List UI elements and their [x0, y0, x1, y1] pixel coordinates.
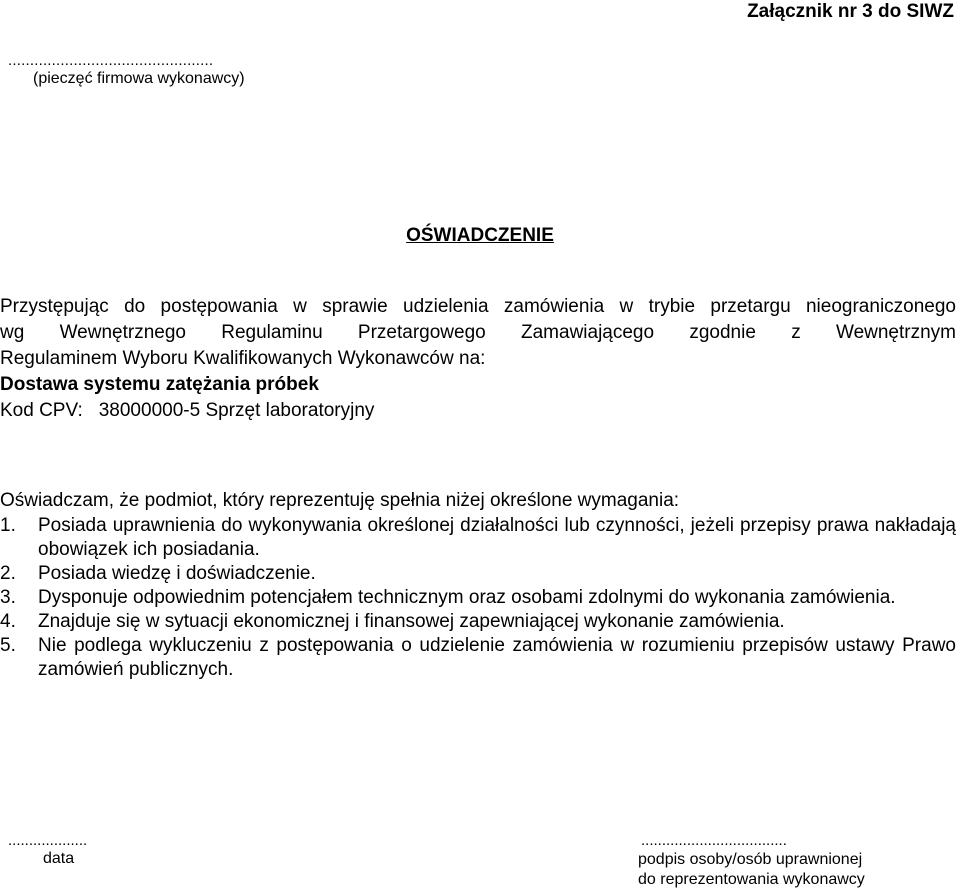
requirement-item — [0, 586, 956, 610]
intro-line-2: wg Wewnętrznego Regulaminu Przetargowego Zamawiającego zgodnie z Wewnętrznym — [0, 322, 956, 343]
document-title: OŚWIADCZENIE — [406, 225, 554, 246]
requirement-number: 3. — [0, 587, 16, 608]
intro-line-1: Przystępując do postępowania w sprawie udzielenia zamówienia w trybie przetargu nieograniczonego — [0, 296, 956, 317]
requirement-item — [0, 634, 956, 682]
requirement-text: Dysponuje odpowiednim potencjałem technicznym oraz osobami zdolnymi do wykonania zamówienia. — [38, 587, 896, 608]
cpv-code: 38000000-5 Sprzęt laboratoryjny — [98, 400, 375, 421]
requirement-number: 5. — [0, 635, 16, 656]
intro-line-3: Regulaminem Wyboru Kwalifikowanych Wykonawców na: — [0, 348, 486, 369]
procurement-subject: Dostawa systemu zatężania próbek — [0, 374, 319, 395]
requirement-text: Znajduje się w sytuacji ekonomicznej i finansowej zapewniającej wykonanie zamówienia. — [38, 611, 785, 632]
date-placeholder-dots: ................... — [8, 832, 88, 849]
date-label: data — [43, 850, 75, 867]
requirement-text: Nie podlega wykluczeniu z postępowania o udzielenie zamówienia w rozumieniu przepisów ustawy Prawo zamówień publicznych. — [38, 635, 956, 680]
declaration-text: Oświadczam, że podmiot, który reprezentuję spełnia niżej określone wymagania: — [0, 490, 680, 511]
intro-paragraph — [0, 294, 956, 424]
requirement-number: 2. — [0, 563, 16, 584]
requirement-item — [0, 514, 956, 562]
requirement-text: Posiada wiedzę i doświadczenie. — [38, 563, 316, 584]
signature-placeholder-dots: ................................... — [641, 832, 787, 849]
requirement-number: 4. — [0, 611, 16, 632]
requirement-number: 1. — [0, 515, 16, 536]
signature-label-line-2: do reprezentowania wykonawcy — [638, 871, 865, 888]
cpv-line — [0, 398, 956, 424]
requirements-list — [0, 514, 956, 682]
stamp-label: (pieczęć firmowa wykonawcy) — [33, 70, 245, 87]
requirement-item — [0, 610, 956, 634]
requirement-text: Posiada uprawnienia do wykonywania określonej działalności lub czynności, jeżeli przepisy prawa nakładają obowiązek ich posiadania. — [38, 515, 956, 560]
signature-label — [638, 850, 865, 890]
stamp-placeholder-dots: ............................................... — [8, 52, 214, 69]
annex-label: Załącznik nr 3 do SIWZ — [747, 1, 954, 22]
cpv-label: Kod CPV: — [0, 400, 83, 421]
requirement-item — [0, 562, 956, 586]
signature-label-line-1: podpis osoby/osób uprawnionej — [638, 851, 863, 868]
